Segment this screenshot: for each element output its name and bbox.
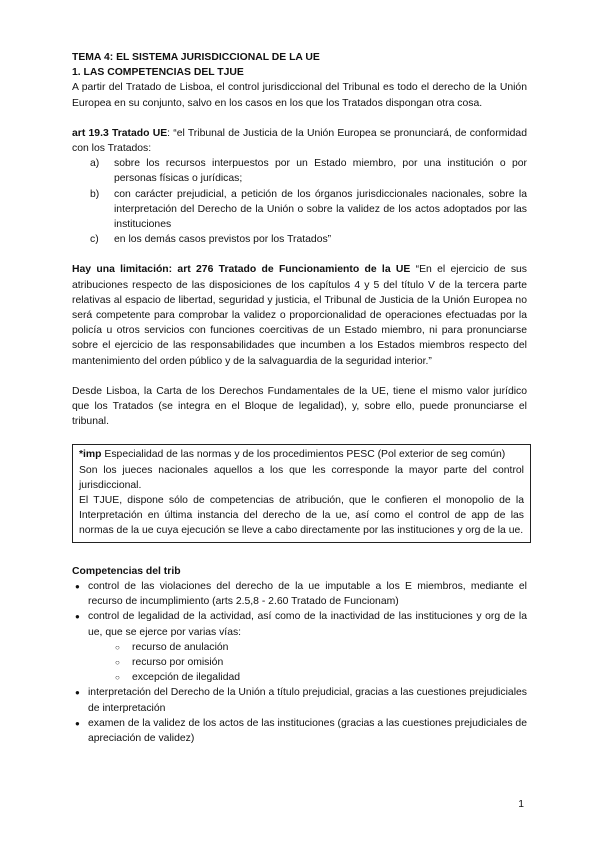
circle-bullet-icon: ○ <box>115 657 120 667</box>
sub-list <box>88 640 527 686</box>
list-marker: b) <box>90 188 100 200</box>
bullet-icon: ● <box>75 612 80 622</box>
list-item <box>75 685 527 715</box>
sub-list-item <box>115 655 527 670</box>
sub-list-item-text: excepción de ilegalidad <box>132 672 241 684</box>
sub-list-item <box>115 640 527 655</box>
list-item-text: interpretación del Derecho de la Unión a título prejudicial, gracias a las cuestiones prejudiciales de interpretación <box>88 687 527 714</box>
list-item-text: examen de la validez de los actos de las instituciones (gracias a las cuestiones prejudiciales de apreciación de validez) <box>88 717 527 744</box>
circle-bullet-icon: ○ <box>115 642 120 652</box>
competencias-heading: Competencias del trib <box>72 565 181 577</box>
art-19-3-label: art 19.3 Tratado UE <box>72 127 168 139</box>
carta-paragraph: Desde Lisboa, la Carta de los Derechos Fundamentales de la UE, tiene el mismo valor jurídico que los Tratados (se integra en el Bloque de legalidad), y, sobre ello, puede pronunciarse el tribunal. <box>72 385 527 428</box>
sub-list-item-text: recurso de anulación <box>132 641 229 653</box>
art-19-3-paragraph <box>72 126 527 156</box>
bullet-icon: ● <box>75 688 80 698</box>
bullet-icon: ● <box>75 718 80 728</box>
limitation-paragraph <box>72 262 527 368</box>
intro-paragraph: A partir del Tratado de Lisboa, el control jurisdiccional del Tribunal es todo el derecho de la Unión Europea en su conjunto, salvo en los casos en los que los Tratados dispongan otra cosa. <box>72 82 527 109</box>
competencias-list <box>72 579 527 746</box>
section-heading: 1. LAS COMPETENCIAS DEL TJUE <box>72 67 244 79</box>
bullet-icon: ● <box>75 581 80 591</box>
limitation-text: “En el ejercicio de sus atribuciones respecto de las disposiciones de los capítulos 4 y 5 del título V de la tercera parte relativas al espacio de libertad, seguridad y justicia, el Tribunal de Justicia de la Unión Europea no será competente para comprobar la validez o proporcionalidad de operaciones efectuadas por la policía u otros servicios con funciones coercitivas de un Estado miembro, ni para pronunciarse sobre el ejercicio de las responsabilidades que incumben a los Estados miembros respecto del mantenimiento del orden público y de la salvaguardia de la seguridad interior.” <box>72 264 527 367</box>
list-marker: c) <box>90 234 99 246</box>
page-number: 1 <box>518 799 524 810</box>
note-text: Especialidad de las normas y de los procedimientos PESC (Pol exterior de seg común) <box>101 449 506 461</box>
list-item <box>90 156 527 186</box>
list-marker: a) <box>90 158 100 170</box>
list-item-text: control de legalidad de la actividad, así como de la inactividad de las instituciones y org de la ue, que se ejerce por varias vías: <box>88 611 527 638</box>
note-box <box>72 444 531 542</box>
art-19-3-list <box>72 156 527 247</box>
list-item <box>75 579 527 609</box>
list-item <box>75 609 527 685</box>
sub-list-item-text: recurso por omisión <box>132 656 224 668</box>
sub-list-item <box>115 670 527 685</box>
list-item-text: en los demás casos previstos por los Tratados” <box>114 234 332 246</box>
list-item <box>75 716 527 746</box>
list-item <box>90 232 527 247</box>
list-item-text: control de las violaciones del derecho de la ue imputable a los E miembros, mediante el recurso de incumplimiento (arts 2.5,8 - 2.60 Tratado de Funcionam) <box>88 580 527 608</box>
document-title: TEMA 4: EL SISTEMA JURISDICCIONAL DE LA UE <box>72 52 320 63</box>
note-line-3: El TJUE, dispone sólo de competencias de atribución, que le confieren el monopolio de la Interpretación en última instancia del derecho de la ue, así como el control de app de las normas de la ue cuya ejecución se lleve a cabo directamente por las instituciones y org de la ue. <box>79 495 524 537</box>
page-content <box>72 50 527 746</box>
note-line-1 <box>79 447 524 462</box>
list-item-text: sobre los recursos interpuestos por un Estado miembro, por una institución o por personas físicas o jurídicas; <box>114 158 527 185</box>
note-line-2: Son los jueces nacionales aquellos a los que les corresponde la mayor parte del control jurisdiccional. <box>79 464 524 491</box>
art-19-3-text: : “el Tribunal de Justicia de la Unión Europea se pronunciará, de conformidad con los Tratados: <box>72 127 527 155</box>
circle-bullet-icon: ○ <box>115 673 120 683</box>
list-item <box>90 187 527 233</box>
list-item-text: con carácter prejudicial, a petición de los órganos jurisdiccionales nacionales, sobre la interpretación del Derecho de la Unión o sobre la validez de los actos adoptados por las instituciones <box>114 188 527 231</box>
imp-label: *imp <box>79 449 102 461</box>
limitation-label: Hay una limitación: art 276 Tratado de Funcionamiento de la UE <box>72 264 411 276</box>
